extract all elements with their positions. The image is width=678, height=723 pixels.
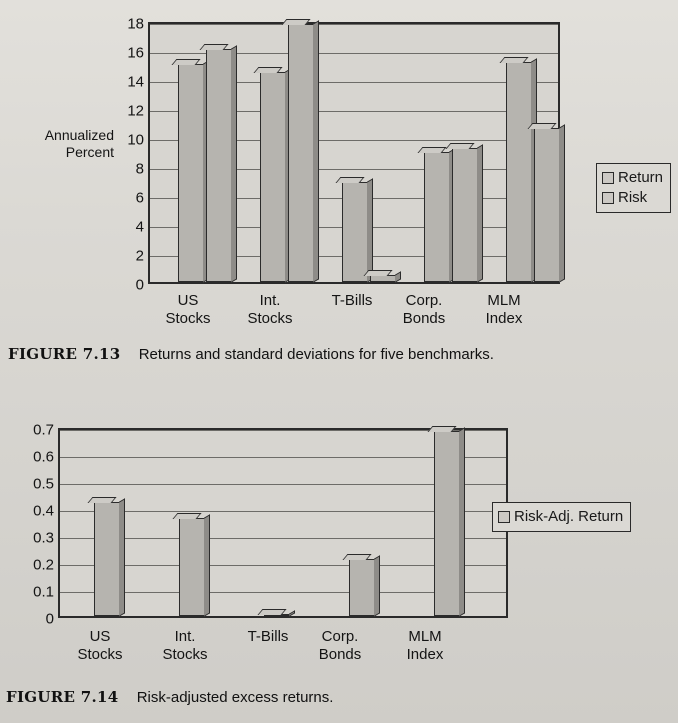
- bar-side-face: [477, 144, 483, 282]
- figure-caption-7-14: [6, 688, 333, 706]
- y-axis-title-line1: Annualized: [44, 127, 114, 143]
- bar-top-face: [171, 59, 200, 65]
- bar-top-face: [253, 67, 282, 73]
- bar-top-face: [499, 57, 528, 63]
- bar-top-face: [445, 143, 474, 149]
- x-tick-label-mlm-index-bottom: [385, 628, 465, 664]
- x-label-line2: Stocks: [162, 646, 208, 663]
- y-tick-label: 6: [135, 189, 144, 207]
- x-label-line2: Stocks: [165, 310, 211, 327]
- y-tick-label: 0.6: [33, 448, 54, 466]
- legend-item-return: [602, 168, 663, 188]
- bar-top-face: [342, 554, 371, 560]
- bar-top-face: [335, 177, 364, 183]
- x-label-line2: Bonds: [318, 646, 362, 663]
- legend-swatch-risk-adj-return: [498, 511, 510, 523]
- x-label-line2: Index: [406, 646, 444, 663]
- bar-side-face: [395, 271, 401, 282]
- x-label-line1: T-Bills: [247, 628, 289, 645]
- bar-side-face: [119, 498, 125, 616]
- bar-return-us-stocks: [178, 64, 204, 282]
- bar-top-face: [363, 270, 392, 276]
- figure-caption-7-13: [8, 345, 494, 363]
- plot-area-bottom: [33, 421, 508, 628]
- legend-swatch-return: [602, 172, 614, 184]
- legend-swatch-risk: [602, 192, 614, 204]
- bar-top-face: [417, 147, 446, 153]
- bar-side-face: [374, 555, 380, 616]
- bar-risk-adj-return-corp-bonds: [349, 559, 375, 616]
- figure-caption-text: Returns and standard deviations for five benchmarks.: [138, 346, 494, 363]
- bar-top-face: [199, 44, 228, 50]
- bar-risk-adj-return-t-bills: [264, 614, 290, 616]
- bar-side-face: [289, 610, 295, 616]
- bar-side-face: [559, 124, 565, 282]
- x-tick-label-us-stocks: [148, 292, 228, 328]
- y-tick-label: 0: [135, 276, 144, 294]
- bar-risk-adj-return-us-stocks: [94, 502, 120, 616]
- y-tick-label: 2: [135, 247, 144, 265]
- x-tick-label-t-bills: [312, 292, 392, 310]
- x-label-line2: Bonds: [402, 310, 446, 327]
- figure-number: FIGURE 7.13: [8, 345, 121, 363]
- bar-top-face: [172, 513, 201, 519]
- bar-top-face: [527, 123, 556, 129]
- x-label-line2: Stocks: [247, 310, 293, 327]
- bar-top-face: [87, 497, 116, 503]
- x-label-line1: T-Bills: [331, 292, 373, 309]
- figure-7-14: [0, 410, 678, 710]
- legend-label-risk-adj-return: Risk-Adj. Return: [514, 508, 624, 525]
- y-tick-label: 0.2: [33, 556, 54, 574]
- figure-number: FIGURE 7.14: [6, 688, 119, 706]
- x-tick-label-int-stocks-bottom: [145, 628, 225, 664]
- bar-risk-t-bills: [370, 275, 396, 282]
- x-label-line1: Corp.: [405, 292, 443, 309]
- x-tick-label-mlm-index: [464, 292, 544, 328]
- bar-return-int-stocks: [260, 72, 286, 282]
- bar-side-face: [313, 20, 319, 282]
- bar-risk-corp-bonds: [452, 148, 478, 282]
- x-tick-label-corp-bonds: [384, 292, 464, 328]
- bar-risk-adj-return-int-stocks: [179, 518, 205, 616]
- y-tick-label: 0.5: [33, 475, 54, 493]
- legend-item-risk-adj-return: [498, 507, 623, 527]
- x-tick-label-corp-bonds-bottom: [300, 628, 380, 664]
- y-tick-label: 18: [127, 15, 144, 33]
- y-tick-label: 16: [127, 44, 144, 62]
- y-tick-label: 12: [127, 102, 144, 120]
- y-tick-label: 0: [45, 610, 54, 628]
- bar-return-corp-bonds: [424, 152, 450, 282]
- bar-risk-adj-return-mlm-index: [434, 431, 460, 616]
- legend-top: [596, 163, 671, 213]
- bar-risk-mlm-index: [534, 128, 560, 282]
- bar-risk-us-stocks: [206, 49, 232, 282]
- bar-top-face: [281, 19, 310, 25]
- bar-side-face: [367, 178, 373, 282]
- bar-side-face: [231, 45, 237, 282]
- bar-group-bottom: [60, 430, 506, 616]
- bar-side-face: [204, 514, 210, 616]
- y-tick-label: 8: [135, 160, 144, 178]
- figure-caption-text: Risk-adjusted excess returns.: [136, 689, 334, 706]
- y-tick-label: 0.7: [33, 421, 54, 439]
- x-tick-label-us-stocks-bottom: [60, 628, 140, 664]
- x-tick-label-t-bills-bottom: [228, 628, 308, 646]
- x-label-line1: Int.: [259, 292, 281, 309]
- y-axis-title-top: [18, 127, 114, 161]
- y-axis-title-line2: Percent: [65, 144, 114, 160]
- legend-label-return: Return: [618, 169, 664, 186]
- legend-label-risk: Risk: [618, 189, 648, 206]
- bar-group-top: [150, 24, 558, 282]
- y-tick-label: 10: [127, 131, 144, 149]
- bar-top-face: [427, 426, 456, 432]
- y-tick-label: 0.4: [33, 502, 54, 520]
- x-tick-label-int-stocks: [230, 292, 310, 328]
- bar-return-t-bills: [342, 182, 368, 282]
- bar-top-face: [257, 609, 286, 615]
- x-label-line1: MLM: [487, 292, 521, 309]
- x-label-line2: Index: [485, 310, 523, 327]
- legend-bottom: [492, 502, 631, 532]
- x-label-line2: Stocks: [77, 646, 123, 663]
- x-label-line1: US: [89, 628, 111, 645]
- x-label-line1: US: [177, 292, 199, 309]
- x-label-line1: Corp.: [321, 628, 359, 645]
- x-label-line1: MLM: [408, 628, 442, 645]
- bar-side-face: [459, 427, 465, 616]
- bar-return-mlm-index: [506, 62, 532, 282]
- y-tick-label: 0.1: [33, 583, 54, 601]
- legend-item-risk: [602, 188, 663, 208]
- bar-risk-int-stocks: [288, 24, 314, 282]
- plot-area-top: [127, 15, 560, 294]
- y-tick-label: 0.3: [33, 529, 54, 547]
- y-tick-label: 4: [135, 218, 144, 236]
- y-tick-label: 14: [127, 73, 144, 91]
- x-label-line1: Int.: [174, 628, 196, 645]
